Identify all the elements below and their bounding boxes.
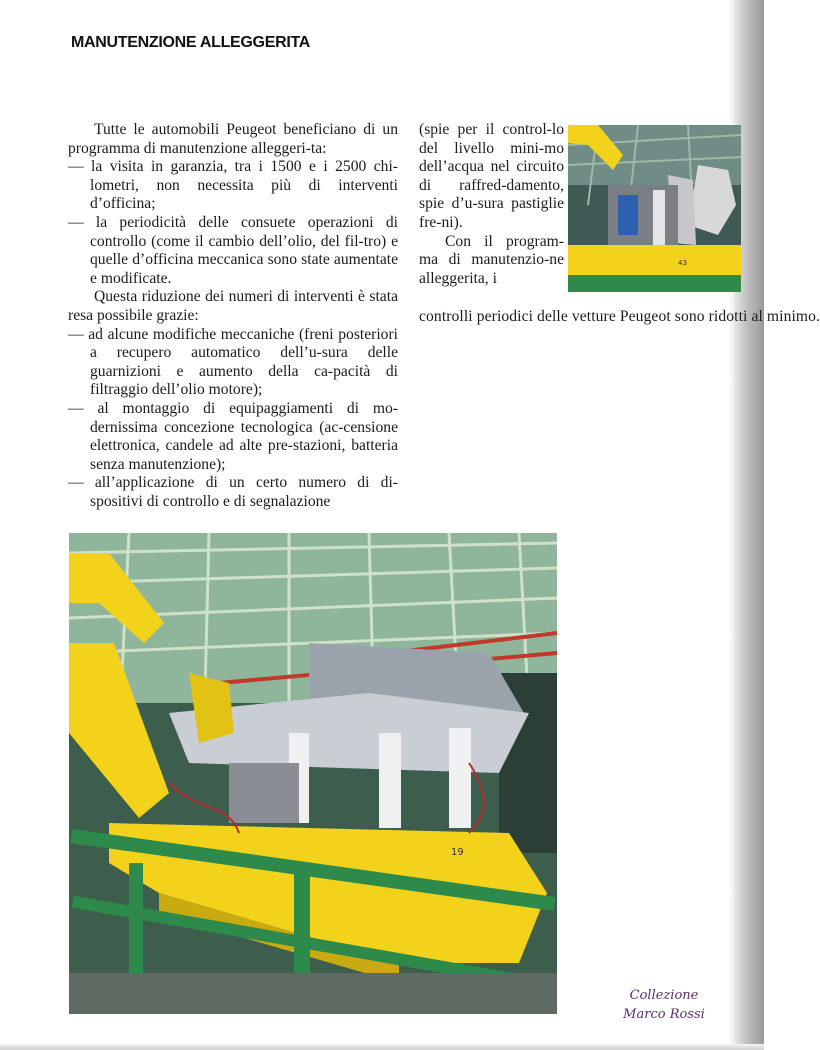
signature-line-2: Marco Rossi bbox=[623, 1007, 705, 1022]
large-factory-photo bbox=[69, 533, 557, 1014]
large-photo-graphic bbox=[69, 533, 557, 1014]
small-photo-graphic bbox=[568, 125, 741, 292]
page-bottom-edge bbox=[0, 1044, 764, 1050]
right-column-paragraph: (spie per il control-lo del livello mini-mo dell’acqua nel circuito di raffred-damento, spie d’u-sura pastiglie fre-ni). bbox=[419, 121, 564, 231]
list-item: — ad alcune modifiche meccaniche (freni posteriori a recupero automatico dell’u-sura delle guarnizioni e aumento della ca-pacità di filtraggio dell’olio motore); bbox=[68, 325, 398, 399]
small-photo-number: 43 bbox=[678, 259, 687, 267]
right-text-column bbox=[419, 121, 564, 288]
conclusion-start: Con il program-ma di manutenzio-ne alleggerita, i bbox=[419, 232, 564, 287]
list-item: — all’applicazione di un certo numero di di-spositivi di controllo e di segnalazione bbox=[68, 474, 398, 510]
left-text-column bbox=[68, 121, 398, 511]
list-item: — la periodicità delle consuete operazioni di controllo (come il cambio dell’olio, del fil-tro) e quelle d’officina meccanica sono state aumentate e modificate. bbox=[68, 213, 398, 287]
list-item: — la visita in garanzia, tra i 1500 e i 2500 chi-lometri, non necessita più di interventi d’officina; bbox=[68, 158, 398, 213]
page-title: MANUTENZIONE ALLEGGERITA bbox=[71, 34, 311, 51]
conclusion-end: controlli periodici delle vetture Peugeot sono ridotti al minimo. bbox=[419, 308, 820, 325]
list-item: — al montaggio di equipaggiamenti di mo-dernissima concezione tecnologica (ac-censione elettronica, candele ad alte pre-stazioni, batteria senza manutenzione); bbox=[68, 399, 398, 473]
small-factory-photo bbox=[568, 125, 741, 292]
conclusion-wide bbox=[419, 308, 820, 327]
collection-signature bbox=[604, 986, 724, 1024]
large-photo-number: 19 bbox=[451, 847, 464, 858]
signature-line-1: Collezione bbox=[629, 988, 699, 1003]
second-paragraph: Questa riduzione dei numeri di interventi è stata resa possibile grazie: bbox=[68, 288, 398, 324]
intro-paragraph: Tutte le automobili Peugeot beneficiano di un programma di manutenzione alleggeri-ta: bbox=[68, 121, 398, 157]
